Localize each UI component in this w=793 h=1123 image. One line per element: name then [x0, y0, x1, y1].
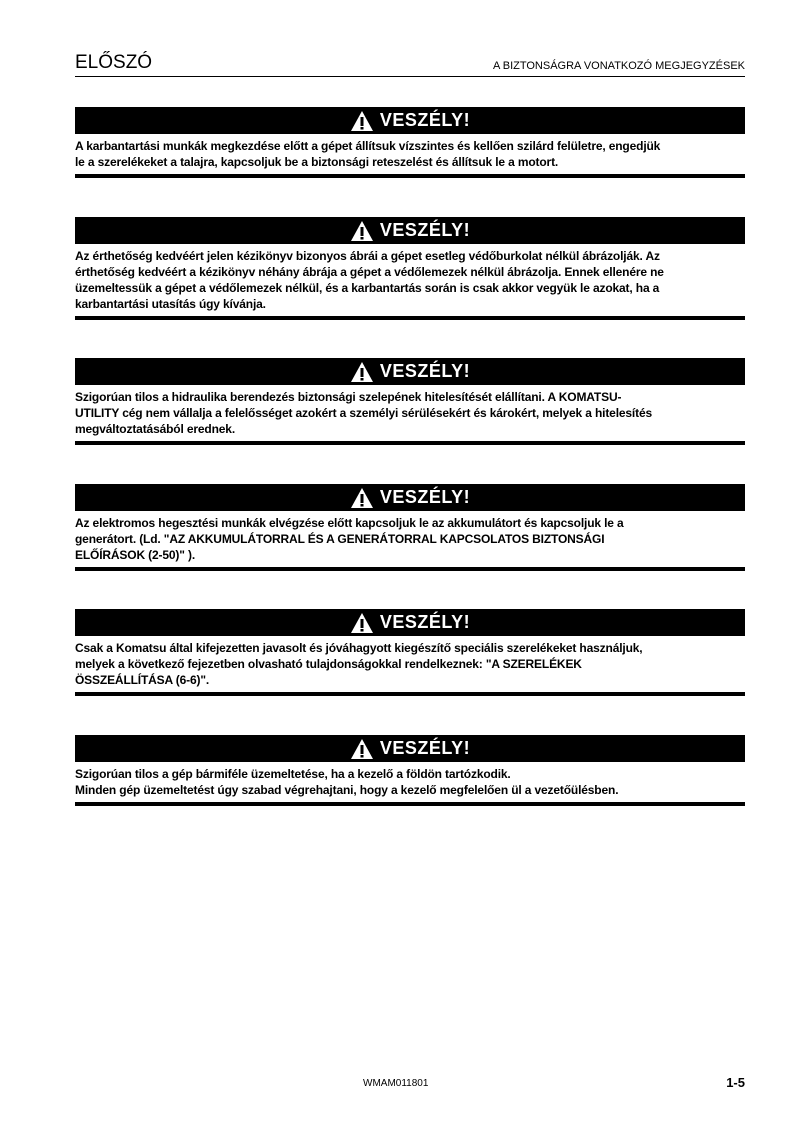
- text-line: ELŐÍRÁSOK (2-50)" ).: [75, 548, 196, 562]
- danger-text: [75, 134, 745, 170]
- text-line: Szigorúan tilos a hidraulika berendezés biztonsági szelepének hitelesítését elállítani. A KOMATSU-: [75, 390, 622, 404]
- text-line: Szigorúan tilos a gép bármiféle üzemeltetése, ha a kezelő a földön tartózkodik.: [75, 767, 511, 781]
- danger-header: [75, 609, 745, 636]
- text-line: A karbantartási munkák megkezdése előtt a gépet állítsuk vízszintes és kellően szilárd felületre, engedjük: [75, 139, 661, 153]
- divider: [75, 441, 745, 445]
- warning-triangle-icon: [350, 738, 374, 760]
- danger-text: [75, 385, 745, 437]
- danger-notice: [75, 735, 745, 806]
- danger-label: VESZÉLY!: [379, 738, 471, 758]
- text-line: Csak a Komatsu által kifejezetten javasolt és jóváhagyott kiegészítő speciális szerelékeket használjuk,: [75, 641, 643, 655]
- danger-header: [75, 217, 745, 244]
- danger-label: VESZÉLY!: [379, 220, 471, 240]
- danger-label: VESZÉLY!: [379, 361, 471, 381]
- divider: [75, 316, 745, 320]
- danger-notice: [75, 484, 745, 571]
- text-line: üzemeltessük a gépet a védőlemezek nélkül, és a karbantartás során is csak akkor vegyük le azokat, ha a: [75, 281, 660, 295]
- divider: [75, 692, 745, 696]
- danger-label: VESZÉLY!: [379, 110, 471, 130]
- warning-triangle-icon: [350, 220, 374, 242]
- danger-notice: [75, 107, 745, 178]
- danger-text: [75, 511, 745, 563]
- danger-header: [75, 107, 745, 134]
- danger-notice: [75, 217, 745, 320]
- divider: [75, 174, 745, 178]
- divider: [75, 802, 745, 806]
- text-line: megváltoztatásából erednek.: [75, 422, 236, 436]
- page-number: 1-5: [726, 1075, 745, 1090]
- text-line: le a szerelékeket a talajra, kapcsoljuk be a biztonsági reteszelést és állítsuk le a motort.: [75, 155, 559, 169]
- danger-header: [75, 358, 745, 385]
- text-line: Az elektromos hegesztési munkák elvégzése előtt kapcsoljuk le az akkumulátort és kapcsoljuk le a: [75, 516, 624, 530]
- text-line: ÖSSZEÁLLÍTÁSA (6-6)".: [75, 673, 210, 687]
- danger-header: [75, 735, 745, 762]
- warning-triangle-icon: [350, 612, 374, 634]
- text-line: melyek a következő fejezetben olvasható tulajdonságokkal rendelkeznek: "A SZERELÉKEK: [75, 657, 582, 671]
- text-line: Minden gép üzemeltetést úgy szabad végrehajtani, hogy a kezelő megfelelően ül a vezetőülésben.: [75, 783, 619, 797]
- divider: [75, 567, 745, 571]
- danger-text: [75, 762, 745, 798]
- danger-notice: [75, 609, 745, 696]
- text-line: UTILITY cég nem vállalja a felelősséget azokért a személyi sérülésekért és károkért, melyek a hitelesítés: [75, 406, 653, 420]
- danger-label: VESZÉLY!: [379, 487, 471, 507]
- text-line: érthetőség kedvéért a kézikönyv néhány ábrája a gépet a védőlemezek nélkül ábrázolja. Ennek ellenére ne: [75, 265, 664, 279]
- danger-text: [75, 244, 745, 312]
- header-divider: [75, 76, 745, 77]
- text-line: karbantartási utasítás úgy kívánja.: [75, 297, 266, 311]
- document-code: WMAM011801: [363, 1078, 429, 1089]
- warning-triangle-icon: [350, 487, 374, 509]
- danger-text: [75, 636, 745, 688]
- danger-label: VESZÉLY!: [379, 612, 471, 632]
- page-title: ELŐSZÓ: [75, 52, 153, 73]
- text-line: generátort. (Ld. "AZ AKKUMULÁTORRAL ÉS A GENERÁTORRAL KAPCSOLATOS BIZTONSÁGI: [75, 532, 605, 546]
- warning-triangle-icon: [350, 361, 374, 383]
- section-title: A BIZTONSÁGRA VONATKOZÓ MEGJEGYZÉSEK: [492, 60, 745, 72]
- danger-header: [75, 484, 745, 511]
- danger-notice: [75, 358, 745, 445]
- warning-triangle-icon: [350, 110, 374, 132]
- text-line: Az érthetőség kedvéért jelen kézikönyv bizonyos ábrái a gépet esetleg védőburkolat nélkül ábrázolják. Az: [75, 249, 660, 263]
